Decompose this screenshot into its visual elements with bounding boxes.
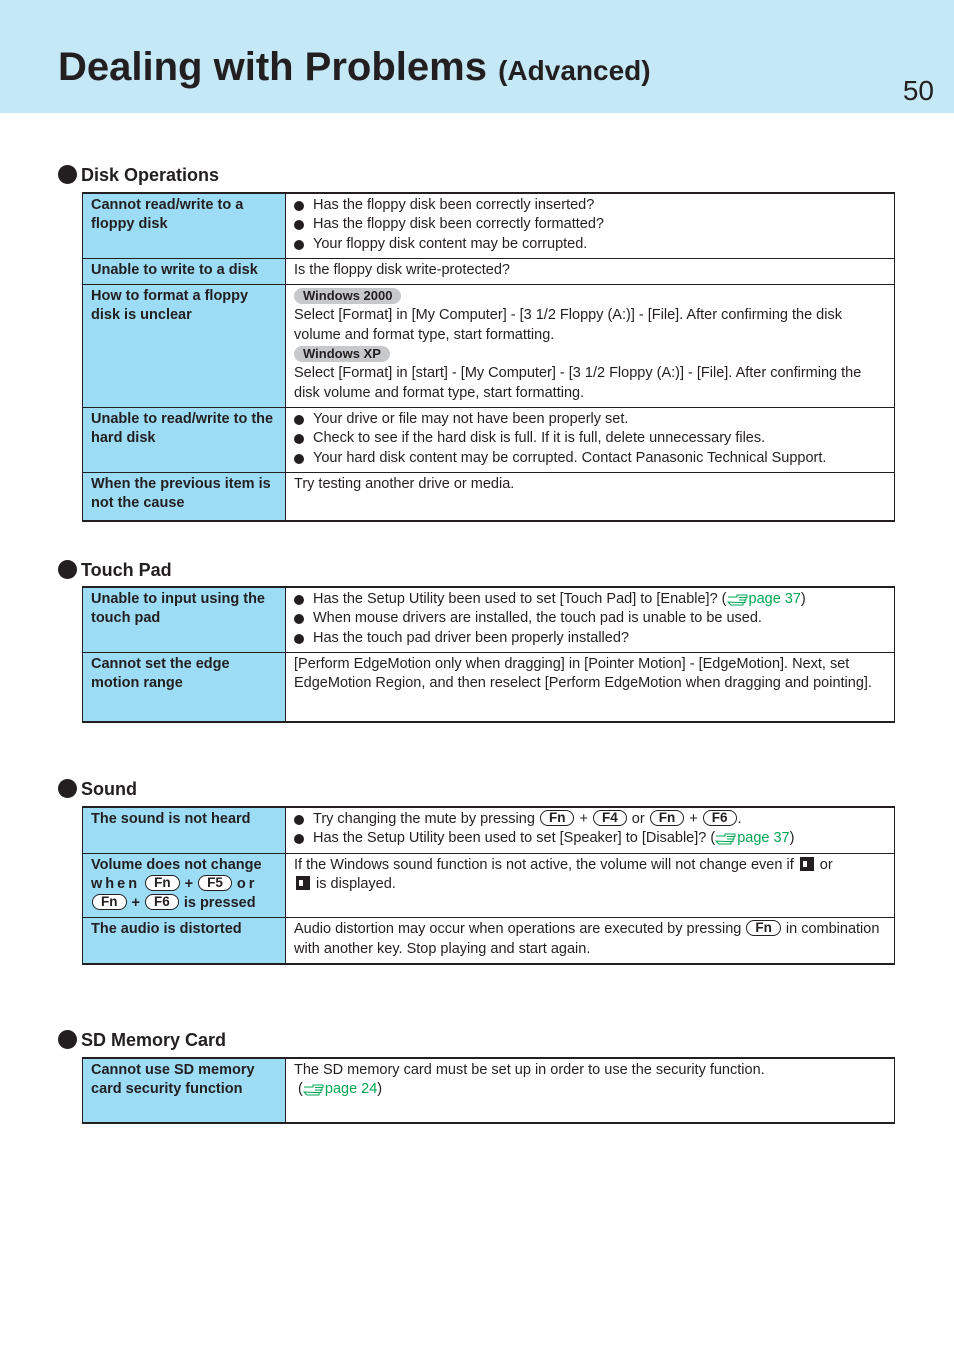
- bullet-icon: [294, 240, 304, 250]
- bullet-icon: [294, 634, 304, 644]
- table-row: [83, 652, 895, 722]
- list-item: When mouse drivers are installed, the touch pad is unable to be used.: [294, 609, 886, 628]
- os-badge-windows-xp: Windows XP: [294, 346, 390, 362]
- page-title-sub: (Advanced): [498, 55, 651, 86]
- section-title: SD Memory Card: [81, 1030, 227, 1050]
- page-reference-link[interactable]: page 37: [737, 830, 790, 847]
- table-row: [83, 807, 895, 853]
- solution-cell: The SD memory card must be set up in order to use the security function. ( page 24): [286, 1058, 895, 1123]
- pointing-hand-icon: [303, 1081, 325, 1096]
- solution-cell: [286, 807, 895, 853]
- problem-cell: Unable to read/write to the hard disk: [83, 407, 286, 472]
- solution-cell: [286, 407, 895, 472]
- list-item: Your drive or file may not have been properly set.: [294, 410, 886, 429]
- solution-cell: Audio distortion may occur when operations are executed by pressing Fn in combination with another key. Stop playing and start again.: [286, 918, 895, 964]
- fn-key: Fn: [540, 810, 575, 826]
- bullet-icon: [294, 834, 304, 844]
- f5-key: F5: [198, 875, 232, 891]
- table-row: [83, 193, 895, 258]
- problem-cell: Cannot read/write to a floppy disk: [83, 193, 286, 258]
- table-row: [83, 285, 895, 408]
- problem-cell: Unable to write to a disk: [83, 258, 286, 284]
- problem-cell: Cannot set the edge motion range: [83, 652, 286, 722]
- instruction-text: Select [Format] in [My Computer] - [3 1/2 Floppy (A:)] - [File]. After confirming the disk volume and format type, start formatting.: [294, 307, 842, 343]
- section-title: Sound: [81, 779, 137, 799]
- bullet-icon: [294, 201, 304, 211]
- bullet-icon: [294, 454, 304, 464]
- bullet-icon: [294, 434, 304, 444]
- problem-cell: How to format a floppy disk is unclear: [83, 285, 286, 408]
- page-header: [0, 0, 954, 113]
- f6-key: F6: [703, 810, 737, 826]
- section-heading-disk-operations: [58, 164, 219, 188]
- table-row: [83, 472, 895, 521]
- list-item: Check to see if the hard disk is full. If it is full, delete unnecessary files.: [294, 429, 886, 448]
- pointing-hand-icon: [727, 591, 749, 606]
- fn-key: Fn: [746, 920, 781, 936]
- page-number: 50: [902, 75, 934, 106]
- list-item: Has the floppy disk been correctly inserted?: [294, 196, 886, 215]
- problem-cell: The sound is not heard: [83, 807, 286, 853]
- page-title-main: Dealing with Problems: [58, 45, 487, 89]
- problem-cell: Volume does not change when Fn + F5 or Fn + F6 is pressed: [83, 853, 286, 918]
- sd-memory-card-table: [82, 1057, 895, 1124]
- pointing-hand-icon: [715, 830, 737, 845]
- list-item: Your hard disk content may be corrupted. Contact Panasonic Technical Support.: [294, 449, 886, 468]
- fn-key: Fn: [92, 894, 127, 910]
- os-badge-windows-2000: Windows 2000: [294, 288, 401, 304]
- bullet-icon: [294, 595, 304, 605]
- section-heading-sound: [58, 778, 137, 802]
- list-item: Your floppy disk content may be corrupted.: [294, 235, 886, 254]
- f4-key: F4: [593, 810, 627, 826]
- table-row: [83, 587, 895, 652]
- problem-cell: When the previous item is not the cause: [83, 472, 286, 521]
- f6-key: F6: [145, 894, 179, 910]
- solution-cell: Try testing another drive or media.: [286, 472, 895, 521]
- bullet-icon: [294, 614, 304, 624]
- section-title: Touch Pad: [81, 560, 172, 580]
- table-row: [83, 853, 895, 918]
- touch-pad-table: [82, 586, 895, 723]
- sound-table: [82, 806, 895, 965]
- fn-key: Fn: [650, 810, 685, 826]
- list-item: Try changing the mute by pressing Fn + F4 or Fn + F6 .: [294, 810, 886, 829]
- bullet-circle-icon: [58, 165, 77, 184]
- solution-cell: [286, 587, 895, 652]
- section-title: Disk Operations: [81, 165, 220, 185]
- volume-muted-icon: [800, 857, 814, 871]
- list-item: Has the Setup Utility been used to set [Touch Pad] to [Enable]? ( page 37): [294, 590, 886, 609]
- table-row: [83, 1058, 895, 1123]
- bullet-circle-icon: [58, 560, 77, 579]
- table-row: [83, 258, 895, 284]
- volume-level-icon: [296, 876, 310, 890]
- list-item: Has the touch pad driver been properly installed?: [294, 629, 886, 648]
- solution-cell: [286, 285, 895, 408]
- solution-cell: Is the floppy disk write-protected?: [286, 258, 895, 284]
- bullet-icon: [294, 815, 304, 825]
- bullet-circle-icon: [58, 1030, 77, 1049]
- page-reference-link[interactable]: page 24: [324, 1081, 378, 1098]
- disk-operations-table: [82, 192, 895, 522]
- list-item: Has the Setup Utility been used to set [Speaker] to [Disable]? ( page 37): [294, 829, 886, 848]
- bullet-icon: [294, 415, 304, 425]
- page-title: [58, 42, 651, 96]
- page-reference-link[interactable]: page 37: [748, 591, 801, 607]
- fn-key: Fn: [145, 875, 180, 891]
- solution-cell: [Perform EdgeMotion only when dragging] in [Pointer Motion] - [EdgeMotion]. Next, set EdgeMotion Region, and then reselect [Perform EdgeMotion when dragging and pointing].: [286, 652, 895, 722]
- solution-cell: [286, 193, 895, 258]
- table-row: [83, 918, 895, 964]
- section-heading-sd-memory-card: [58, 1029, 226, 1053]
- bullet-icon: [294, 220, 304, 230]
- table-row: [83, 407, 895, 472]
- instruction-text: Select [Format] in [start] - [My Computer] - [3 1/2 Floppy (A:)] - [File]. After confirming the disk volume and format type, start formatting.: [294, 365, 862, 401]
- section-heading-touch-pad: [58, 559, 172, 583]
- bullet-circle-icon: [58, 779, 77, 798]
- problem-cell: The audio is distorted: [83, 918, 286, 964]
- list-item: Has the floppy disk been correctly formatted?: [294, 215, 886, 234]
- problem-cell: Unable to input using the touch pad: [83, 587, 286, 652]
- solution-cell: If the Windows sound function is not active, the volume will not change even if or is displayed.: [286, 853, 895, 918]
- problem-cell: Cannot use SD memory card security function: [83, 1058, 286, 1123]
